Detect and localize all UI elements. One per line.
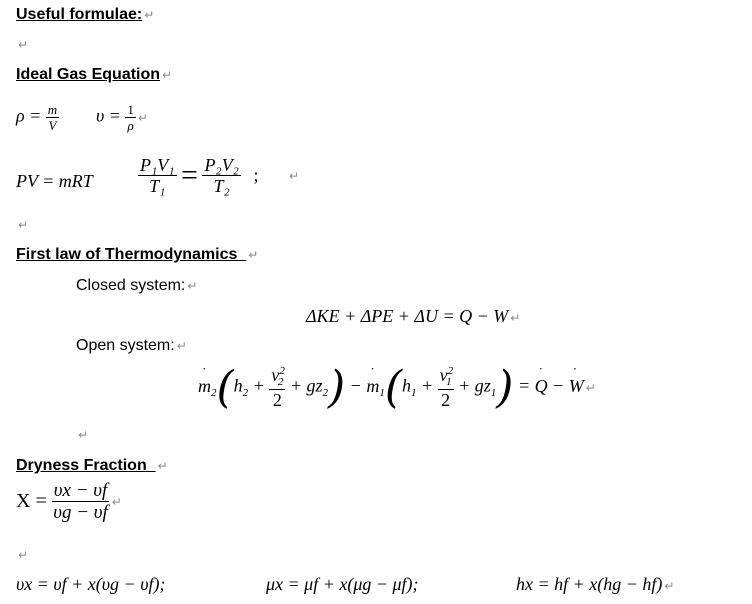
enthalpy-formula: hx = hf + x(hg − hf)	[516, 574, 663, 594]
closed-system-formula: ΔKE + ΔPE + ΔU = Q − W	[306, 306, 509, 326]
enthalpy-quality-equation	[516, 574, 674, 595]
density-numerator: m	[47, 102, 58, 117]
density-equation	[16, 103, 59, 132]
state2-numerator: P₂V₂	[204, 155, 239, 175]
heading-text: Ideal Gas Equation	[16, 66, 161, 83]
property-quality-equation: μx = μf + x(μg − μf);	[266, 574, 419, 594]
dryness-numerator: υx − υf	[53, 480, 108, 501]
empty-paragraph	[16, 216, 28, 234]
specific-volume-fraction	[125, 103, 136, 132]
open-system-label	[76, 337, 187, 355]
kinetic-term-2: $\frac{v^2_2}{2}$	[271, 364, 285, 411]
section-heading-first-law	[16, 246, 258, 264]
specific-volume-denominator: ρ	[127, 118, 134, 133]
state1-fraction	[138, 156, 177, 195]
section-heading-ideal-gas	[16, 66, 172, 84]
section-heading-formulae	[16, 6, 154, 24]
closed-system-label	[76, 277, 197, 295]
ideal-gas-law: PV = mRT	[16, 171, 93, 191]
paragraph-mark: ↵	[187, 279, 198, 293]
state2-fraction	[202, 156, 241, 195]
specific-volume-equation	[96, 103, 148, 132]
heading-text: Useful formulae:	[16, 6, 143, 23]
paragraph-mark: ↵	[288, 168, 300, 183]
specific-volume-numerator: 1	[127, 102, 134, 117]
paragraph-mark: ↵	[18, 548, 29, 562]
paragraph-mark: ↵	[162, 68, 173, 82]
empty-paragraph	[76, 426, 88, 444]
paragraph-mark: ↵	[664, 579, 675, 593]
kinetic-term-1: $\frac{v^2_1}{2}$	[439, 364, 454, 411]
open-system-text: Open system:	[76, 337, 175, 354]
paragraph-mark: ↵	[157, 459, 168, 473]
dryness-denominator: υg − υf	[53, 502, 108, 523]
paragraph-mark: ↵	[111, 494, 122, 509]
equals-sign: =	[181, 158, 198, 192]
paragraph-mark: ↵	[78, 428, 89, 442]
paragraph-mark: ↵	[585, 380, 596, 395]
specific-volume-lhs: υ =	[96, 105, 121, 126]
paragraph-mark: ↵	[176, 339, 187, 353]
heading-text: Dryness Fraction	[16, 457, 147, 474]
density-fraction	[46, 103, 59, 132]
empty-paragraph	[16, 546, 28, 564]
semicolon: ;	[253, 165, 259, 185]
paragraph-mark: ↵	[144, 8, 155, 22]
closed-system-equation	[306, 306, 520, 327]
dryness-lhs: X =	[16, 490, 47, 512]
paragraph-mark: ↵	[510, 311, 521, 325]
paragraph-mark: ↵	[248, 248, 259, 262]
closed-system-text: Closed system:	[76, 277, 186, 294]
dryness-fraction	[51, 481, 110, 522]
heading-text: First law of Thermodynamics	[16, 246, 238, 263]
open-system-equation: ˙ $m_2(h_2$ + $\frac{v^2_2}{2}$ + $gz_2$) − ˙ $m_1(h_1$ + $\frac{v^2_1}{2}$ + $gz_1$) = ˙ Q − ˙ W ↵	[198, 362, 596, 413]
empty-paragraph	[16, 36, 28, 54]
paragraph-mark: ↵	[18, 218, 29, 232]
paragraph-mark: ↵	[137, 110, 148, 125]
section-heading-dryness	[16, 457, 168, 475]
combined-gas-law	[138, 156, 299, 195]
volume-quality-equation: υx = υf + x(υg − υf);	[16, 574, 166, 594]
density-denominator: V	[48, 118, 57, 133]
dryness-definition	[16, 481, 122, 522]
state2-denominator: T₂	[213, 176, 230, 196]
state1-denominator: T₁	[149, 176, 166, 196]
state1-numerator: P₁V₁	[140, 155, 175, 175]
density-lhs: ρ =	[16, 105, 42, 126]
paragraph-mark: ↵	[18, 38, 29, 52]
